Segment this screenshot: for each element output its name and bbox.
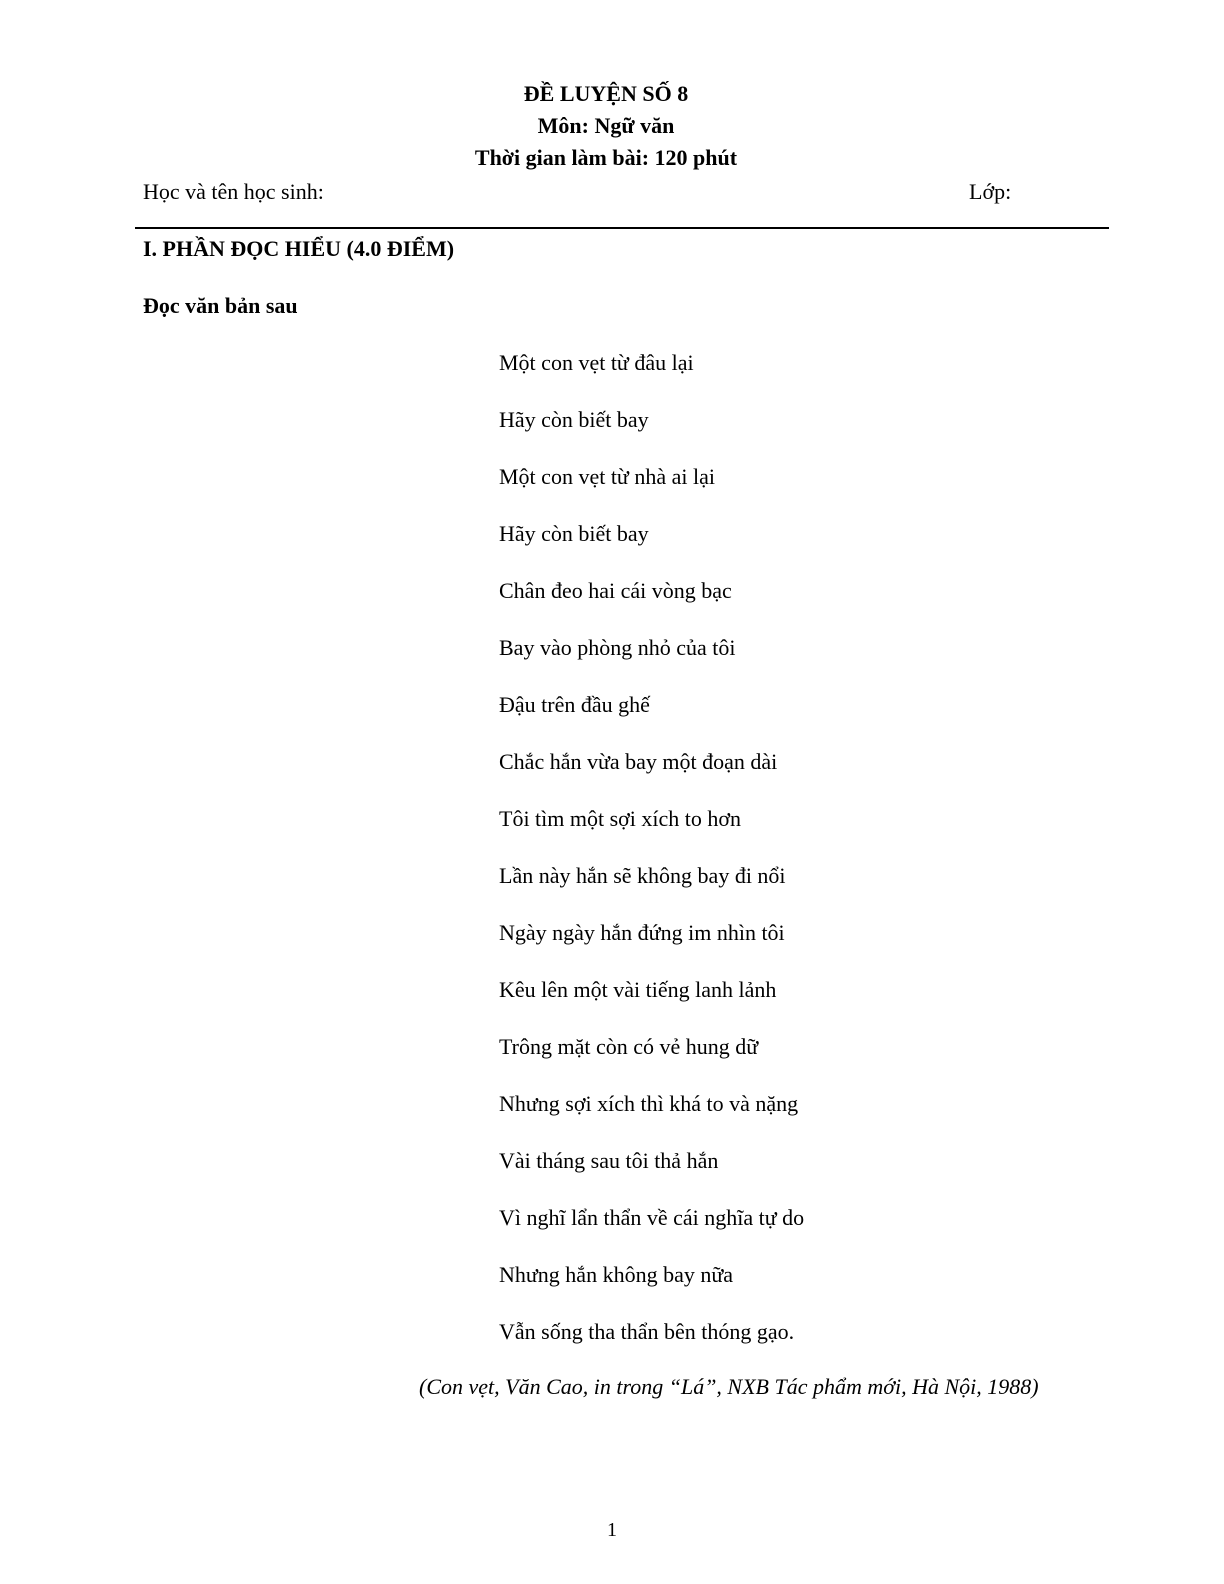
- poem-line: Lần này hắn sẽ không bay đi nổi: [499, 863, 786, 888]
- page-number: 1: [607, 1519, 617, 1541]
- poem-line: Bay vào phòng nhỏ của tôi: [499, 635, 736, 660]
- poem-line: Một con vẹt từ nhà ai lại: [499, 464, 715, 489]
- poem-line: Hãy còn biết bay: [499, 521, 649, 546]
- poem-line: Nhưng sợi xích thì khá to và nặng: [499, 1091, 799, 1116]
- section-heading: I. PHẦN ĐỌC HIỂU (4.0 ĐIỂM): [143, 236, 455, 261]
- subject-line: Môn: Ngữ văn: [537, 113, 675, 138]
- poem-line: Chân đeo hai cái vòng bạc: [499, 578, 732, 603]
- poem-line: Chắc hắn vừa bay một đoạn dài: [499, 749, 778, 774]
- poem-line: Ngày ngày hắn đứng im nhìn tôi: [499, 920, 785, 945]
- poem-line: Vì nghĩ lẩn thẩn về cái nghĩa tự do: [499, 1205, 805, 1230]
- poem-line: Vài tháng sau tôi thả hắn: [499, 1148, 719, 1173]
- header-divider: [135, 227, 1109, 229]
- poem: [499, 349, 804, 1375]
- poem-line: Trông mặt còn có vẻ hung dữ: [499, 1034, 759, 1059]
- exam-title: ĐỀ LUYỆN SỐ 8: [523, 81, 689, 106]
- poem-line: Hãy còn biết bay: [499, 407, 649, 432]
- title-block: [0, 78, 1224, 174]
- poem-line: Đậu trên đầu ghế: [499, 692, 650, 717]
- class-label: Lớp:: [969, 179, 1012, 204]
- read-instruction: Đọc văn bản sau: [143, 293, 298, 318]
- poem-line: Kêu lên một vài tiếng lanh lảnh: [499, 977, 777, 1002]
- poem-citation: (Con vẹt, Văn Cao, in trong “Lá”, NXB Tác phẩm mới, Hà Nội, 1988): [419, 1374, 1039, 1399]
- poem-line: Nhưng hắn không bay nữa: [499, 1262, 734, 1287]
- duration-line: Thời gian làm bài: 120 phút: [474, 145, 738, 170]
- poem-line: Vẫn sống tha thẩn bên thóng gạo.: [499, 1319, 795, 1344]
- poem-line: Tôi tìm một sợi xích to hơn: [499, 806, 742, 831]
- poem-line: Một con vẹt từ đâu lại: [499, 350, 694, 375]
- student-name-label: Học và tên học sinh:: [143, 179, 324, 204]
